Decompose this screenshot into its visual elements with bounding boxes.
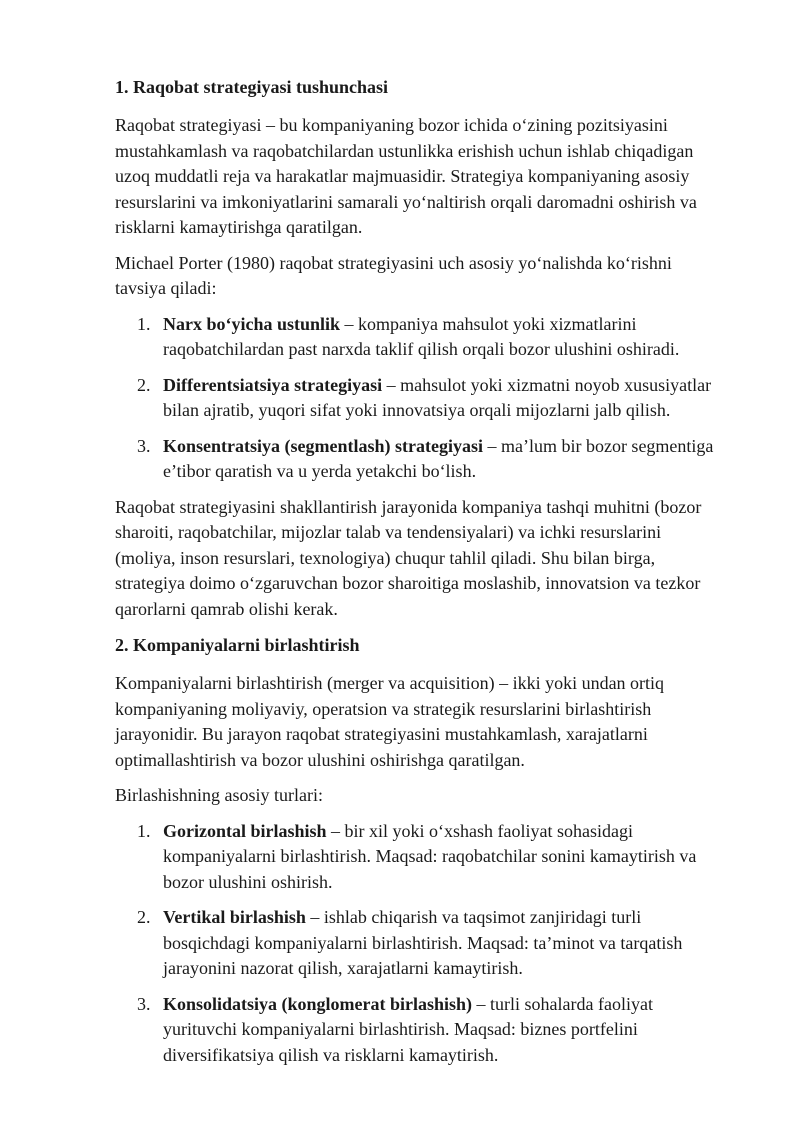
list-item-term: Konsentratsiya (segmentlash) strategiyasi: [163, 435, 483, 456]
list-number: 1.: [137, 820, 151, 841]
list-number: 3.: [137, 435, 151, 456]
list-item-term: Narx bo‘yicha ustunlik: [163, 313, 341, 334]
list-number: 3.: [137, 993, 151, 1014]
list-item: [115, 373, 720, 424]
list-item: [115, 312, 720, 363]
list-item: [115, 819, 720, 896]
list-item: [115, 905, 720, 982]
list-item: [115, 434, 720, 485]
list-item-term: Vertikal birlashish: [163, 907, 306, 927]
merger-types-list: [115, 819, 720, 1069]
list-item-term: Konsolidatsiya (konglomerat birlashish): [163, 993, 473, 1014]
section-1-paragraph-3: Raqobat strategiyasini shakllantirish jarayonida kompaniya tashqi muhitni (bozor sharoiti, raqobatchilar, mijozlar talab va tendensiyalari) va ichki resurslarini (moliya, inson resurslari, texnologiya) chuqur tahlil qiladi. Shu bilan birga, strategiya doimo o‘zgaruvchan bozor sharoitiga moslashib, innovatsion va tezkor qarorlarni qamrab olishi kerak.: [115, 496, 702, 619]
section-2-paragraph-2: Birlashishning asosiy turlari:: [115, 785, 323, 805]
section-1-paragraph-1: Raqobat strategiyasi – bu kompaniyaning bozor ichida o‘zining pozitsiyasini mustahkamlash va raqobatchilardan ustunlikka erishish uchun ishlab chiqadigan uzoq muddatli reja va harakatlar majmuasidir. Strategiya kompaniyaning asosiy resurslarini va imkoniyatlarini samarali yo‘naltirish orqali daromadni oshirish va risklarni kamaytirishga qaratilgan.: [115, 115, 697, 237]
list-item-text: – ishlab chiqarish va taqsimot zanjiridagi turli bosqichdagi kompaniyalarni birlashtirish. Maqsad: ta’minot va tarqatish jarayonini nazorat qilish, xarajatlarni kamaytirish.: [163, 907, 683, 978]
list-number: 2.: [137, 374, 151, 395]
list-item: [115, 992, 720, 1069]
list-item-term: Gorizontal birlashish: [163, 820, 327, 841]
section-2-heading: 2. Kompaniyalarni birlashtirish: [115, 635, 360, 655]
list-item-term: Differentsiatsiya strategiyasi: [163, 374, 383, 395]
porter-strategies-list: [115, 312, 720, 485]
section-1-paragraph-2: Michael Porter (1980) raqobat strategiyasini uch asosiy yo‘nalishda ko‘rishni tavsiya qiladi:: [115, 252, 672, 298]
section-2-paragraph-1: Kompaniyalarni birlashtirish (merger va acquisition) – ikki yoki undan ortiq kompaniyaning moliyaviy, operatsion va strategik resurslarini birlashtirish jarayonidir. Bu jarayon raqobat strategiyasini mustahkamlash, xarajatlarni optimallashtirish va bozor ulushini oshirishga qaratilgan.: [115, 673, 665, 770]
list-item-text: – kompaniya mahsulot yoki xizmatlarini raqobatchilardan past narxda taklif qilish orqali bozor ulushini oshiradi.: [163, 313, 680, 359]
list-item-text: – turli sohalarda faoliyat yurituvchi kompaniyalarni birlashtirish. Maqsad: biznes portfelini diversifikatsiya qilish va risklarni kamaytirish.: [163, 993, 653, 1065]
list-item-text: – mahsulot yoki xizmatni noyob xususiyatlar bilan ajratib, yuqori sifat yoki innovatsiya orqali mijozlarni jalb qilish.: [163, 374, 712, 420]
section-1-heading: 1. Raqobat strategiyasi tushunchasi: [115, 77, 389, 97]
list-item-text: – ma’lum bir bozor segmentiga e’tibor qaratish va u yerda yetakchi bo‘lish.: [163, 435, 714, 481]
list-number: 2.: [137, 907, 151, 927]
list-item-text: – bir xil yoki o‘xshash faoliyat sohasidagi kompaniyalarni birlashtirish. Maqsad: raqobatchilar sonini kamaytirish va bozor ulushini oshirish.: [163, 820, 697, 892]
list-number: 1.: [137, 313, 151, 334]
